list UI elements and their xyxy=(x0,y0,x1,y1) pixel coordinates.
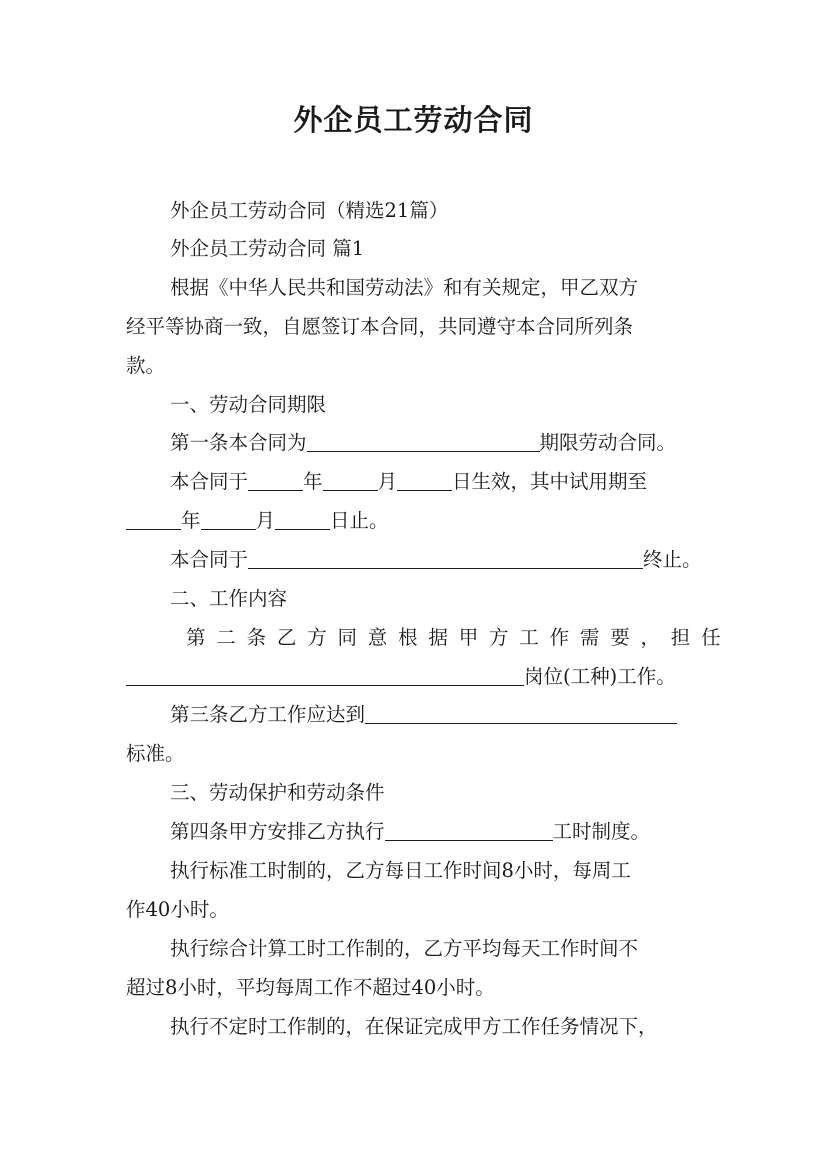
article-1-blank xyxy=(307,431,540,452)
paragraph-collection-title: 外企员工劳动合同（精选21篇） xyxy=(170,199,449,222)
probation-month-label: 月 xyxy=(255,509,276,532)
standard-blank xyxy=(365,703,677,724)
article-4-line xyxy=(170,817,760,847)
effective-date-prefix: 本合同于 xyxy=(170,470,249,493)
standard-hours-line-2: 作40小时。 xyxy=(126,898,229,921)
section-heading-3: 三、劳动保护和劳动条件 xyxy=(170,781,385,804)
paragraph-chapter-heading: 外企员工劳动合同 篇1 xyxy=(170,237,365,260)
article-3-line-1 xyxy=(170,700,760,730)
probation-year-label: 年 xyxy=(181,509,201,532)
article-1-line xyxy=(170,428,760,458)
probation-end-label: 日止。 xyxy=(330,509,389,532)
article-1-suffix: 期限劳动合同。 xyxy=(539,431,677,454)
termination-line xyxy=(170,545,760,575)
day-blank xyxy=(397,470,452,491)
article-4-prefix: 第四条甲方安排乙方执行 xyxy=(170,820,385,843)
probation-year-blank xyxy=(126,509,181,530)
standard-hours-line-1: 执行标准工时制的，乙方每日工作时间8小时，每周工 xyxy=(170,859,631,882)
month-label: 月 xyxy=(377,470,398,493)
paragraph-intro-line-3: 款。 xyxy=(126,354,166,377)
month-blank xyxy=(323,470,378,491)
article-2-text: 第二条乙方同意根据甲方工作需要，担任 xyxy=(186,626,732,649)
section-heading-1: 一、劳动合同期限 xyxy=(170,393,327,416)
article-3-prefix: 第三条乙方工作应达到 xyxy=(170,703,366,726)
article-3-line-2: 标准。 xyxy=(126,742,185,765)
article-2-suffix: 岗位(工种)工作。 xyxy=(524,665,676,688)
effective-date-suffix: 日生效，其中试用期至 xyxy=(452,470,648,493)
article-1-prefix: 第一条本合同为 xyxy=(170,431,307,454)
article-2-line-2 xyxy=(126,662,716,692)
probation-day-blank xyxy=(275,509,330,530)
document-title: 外企员工劳动合同 xyxy=(293,103,534,137)
section-heading-2: 二、工作内容 xyxy=(170,587,288,610)
working-hours-blank xyxy=(385,820,553,841)
termination-blank xyxy=(248,548,643,569)
paragraph-intro-line-2: 经平等协商一致，自愿签订本合同，共同遵守本合同所列条 xyxy=(126,315,634,338)
paragraph-intro-line-1: 根据《中华人民共和国劳动法》和有关规定，甲乙双方 xyxy=(170,276,639,299)
comprehensive-hours-line-1: 执行综合计算工时工作制的，乙方平均每天工作时间不 xyxy=(170,937,639,960)
probation-month-blank xyxy=(201,509,256,530)
probation-date-line xyxy=(126,506,716,536)
article-4-suffix: 工时制度。 xyxy=(552,820,651,843)
comprehensive-hours-line-2: 超过8小时，平均每周工作不超过40小时。 xyxy=(126,976,495,999)
flexible-hours-line-1: 执行不定时工作制的，在保证完成甲方工作任务情况下， xyxy=(170,1015,658,1038)
position-blank xyxy=(126,665,524,686)
effective-date-line xyxy=(170,467,760,497)
year-blank xyxy=(248,470,303,491)
article-2-line-1 xyxy=(186,623,776,653)
termination-suffix: 终止。 xyxy=(643,548,702,571)
termination-prefix: 本合同于 xyxy=(170,548,249,571)
year-label: 年 xyxy=(303,470,323,493)
